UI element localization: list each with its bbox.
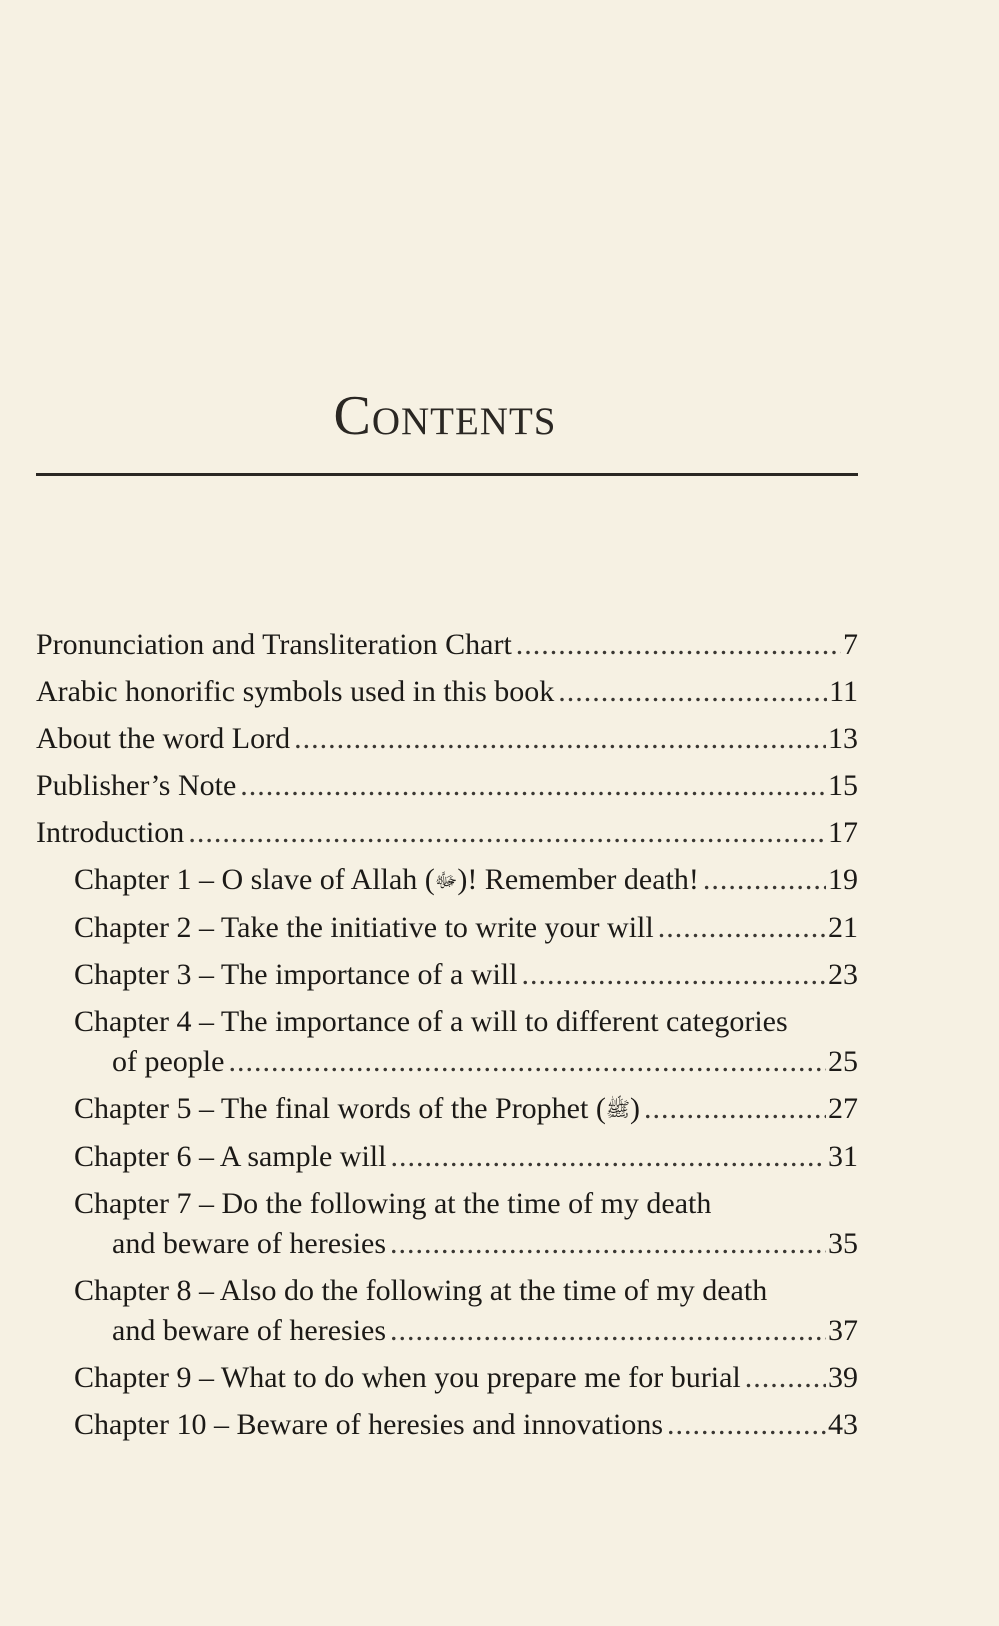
toc-chapter-entry[interactable] <box>74 863 858 898</box>
toc-entry-title: Publisher’s Note <box>36 769 237 802</box>
toc-page-number: 39 <box>828 1361 858 1394</box>
honorific-symbol: ﷺ <box>605 1099 630 1121</box>
toc-page-number: 23 <box>828 958 858 991</box>
toc-entry-title: Pronunciation and Transliteration Chart <box>36 628 512 661</box>
chapter-title-part: ) <box>630 1092 640 1125</box>
toc-page-number: 37 <box>828 1314 858 1347</box>
toc-page-number: 31 <box>828 1140 858 1173</box>
toc-entry-title <box>74 863 699 898</box>
heading-rule <box>36 473 858 476</box>
toc-chapter-entry[interactable] <box>74 1408 858 1442</box>
toc-page-number: 17 <box>828 816 858 849</box>
toc-chapter-entry[interactable] <box>74 958 858 992</box>
dot-leader <box>390 1140 826 1174</box>
toc-entry-title: of people <box>112 1045 225 1078</box>
toc-entry-title: Chapter 10 – Beware of heresies and innovations <box>74 1408 663 1441</box>
dot-leader <box>240 769 826 803</box>
toc-entry-title: About the word Lord <box>36 722 291 755</box>
toc-chapter-entry[interactable] <box>74 1140 858 1174</box>
honorific-symbol: ﷻ <box>434 870 458 892</box>
toc-entry-title: Chapter 3 – The importance of a will <box>74 958 518 991</box>
toc-entry-title: Chapter 2 – Take the initiative to write your will <box>74 911 654 944</box>
toc-chapter-entry[interactable] <box>74 1092 858 1127</box>
toc-chapter-entry[interactable] <box>74 1361 858 1395</box>
toc-entry[interactable] <box>36 769 858 803</box>
chapter-title-part: Chapter 1 – O slave of Allah ( <box>74 863 435 896</box>
toc-page-number: 13 <box>828 722 858 755</box>
dot-leader <box>644 1092 826 1126</box>
toc-entry-title: and beware of heresies <box>112 1314 387 1347</box>
toc-entry[interactable] <box>36 816 858 850</box>
toc-entry[interactable] <box>36 722 858 756</box>
toc-page-number: 25 <box>828 1045 858 1078</box>
dot-leader <box>516 628 841 662</box>
toc-entry-title: Arabic honorific symbols used in this book <box>36 675 555 708</box>
toc-chapter-entry[interactable] <box>74 1187 858 1261</box>
dot-leader <box>294 722 826 756</box>
contents-heading: Contents <box>333 385 557 447</box>
dot-leader <box>188 816 826 850</box>
dot-leader <box>703 863 826 897</box>
toc-entry-title: and beware of heresies <box>112 1227 387 1260</box>
toc-page-number: 19 <box>828 863 858 896</box>
toc-page-number: 43 <box>828 1408 858 1441</box>
toc-entry-title: Introduction <box>36 816 185 849</box>
toc-entry[interactable] <box>36 628 858 662</box>
toc-chapter-entry[interactable] <box>74 1274 858 1348</box>
toc-entry-title-line1: Chapter 8 – Also do the following at the time of my death <box>74 1274 768 1307</box>
chapter-title-part: Chapter 5 – The final words of the Prophet ( <box>74 1092 606 1125</box>
dot-leader <box>228 1045 826 1079</box>
toc-entry-title-line1: Chapter 7 – Do the following at the time of my death <box>74 1187 712 1220</box>
toc-page-number: 15 <box>828 769 858 802</box>
toc-entry-title: Chapter 6 – A sample will <box>74 1140 387 1173</box>
chapter-title-part: )! Remember death! <box>457 863 699 896</box>
toc-entry-title: Chapter 9 – What to do when you prepare me for burial <box>74 1361 741 1394</box>
dot-leader <box>658 911 826 945</box>
toc-entry[interactable] <box>36 675 858 709</box>
dot-leader <box>558 675 827 709</box>
dot-leader <box>667 1408 826 1442</box>
toc-entry-title <box>74 1092 640 1127</box>
dot-leader <box>390 1314 826 1348</box>
toc-page-number: 11 <box>829 675 858 708</box>
dot-leader <box>521 958 826 992</box>
dot-leader <box>390 1227 826 1261</box>
table-of-contents <box>36 628 858 1442</box>
toc-entry-title-line1: Chapter 4 – The importance of a will to different categories <box>74 1005 788 1038</box>
toc-page-number: 21 <box>828 911 858 944</box>
dot-leader <box>745 1361 826 1395</box>
toc-chapter-entry[interactable] <box>74 1005 858 1079</box>
toc-page-number: 35 <box>828 1227 858 1260</box>
toc-page-number: 7 <box>843 628 858 661</box>
toc-page-number: 27 <box>828 1092 858 1125</box>
toc-chapter-entry[interactable] <box>74 911 858 945</box>
